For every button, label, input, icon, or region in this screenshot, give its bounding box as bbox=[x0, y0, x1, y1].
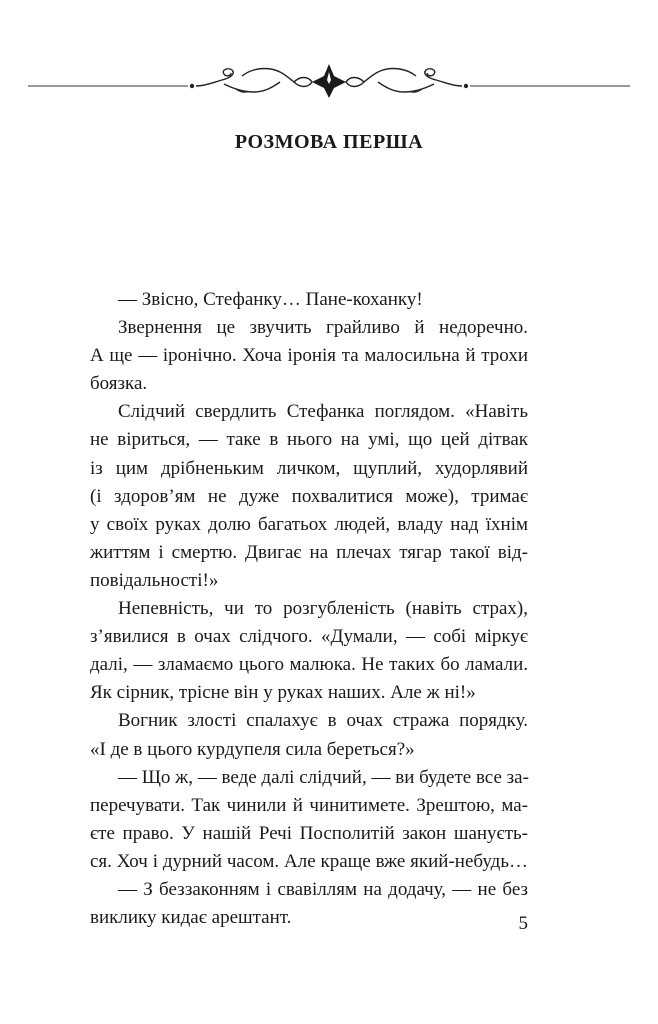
text-line: не віриться, — таке в нього на умі, що цей дітвак bbox=[90, 429, 528, 451]
text-line: Слідчий свердлить Стефанка поглядом. «Навіть bbox=[118, 401, 528, 423]
text-line: із цим дрібненьким личком, щуплий, худорлявий bbox=[90, 457, 528, 479]
text-line: життям і смертю. Двигає на плечах тягар такої від- bbox=[90, 541, 528, 563]
text-line: Непевність, чи то розгубленість (навіть страх), bbox=[118, 598, 528, 620]
text-line: Як сірник, трісне він у руках наших. Але ж ні!» bbox=[90, 682, 476, 704]
text-line: — Звісно, Стефанку… Пане-коханку! bbox=[118, 289, 423, 310]
text-line: у своїх руках долю багатьох людей, владу над їхнім bbox=[90, 513, 528, 535]
text-line: ся. Хоч і дурний часом. Але краще вже який-небудь… bbox=[90, 850, 528, 872]
text-line: боязка. bbox=[90, 373, 148, 395]
text-line: Звернення це звучить грайливо й недоречно. bbox=[118, 317, 528, 339]
text-line: Вогник злості спалахує в очах стража порядку. bbox=[118, 710, 528, 732]
text-line: А ще — іронічно. Хоча іронія та малосильна й трохи bbox=[90, 345, 528, 367]
body-text bbox=[90, 286, 528, 932]
text-line: виклику кидає арештант. bbox=[90, 907, 292, 929]
text-line: «І де в цього курдупеля сила береться?» bbox=[90, 738, 415, 760]
text-line: — З беззаконням і свавіллям на додачу, — не без bbox=[118, 878, 528, 900]
text-line: (і здоров’ям не дуже похвалитися може), тримає bbox=[90, 485, 528, 507]
text-line: з’явилися в очах слідчого. «Думали, — собі міркує bbox=[90, 626, 528, 648]
chapter-title: РОЗМОВА ПЕРША bbox=[234, 131, 424, 153]
page-number: 5 bbox=[518, 913, 528, 934]
text-line: повідальності!» bbox=[90, 569, 219, 591]
flourish-divider-icon bbox=[28, 62, 630, 98]
text-line: далі, — зламаємо цього малюка. Не таких бо ламали. bbox=[90, 654, 528, 676]
text-line: — Що ж, — веде далі слідчий, — ви будете все за- bbox=[118, 766, 529, 788]
text-line: перечувати. Так чинили й чинитимете. Зрештою, ма- bbox=[90, 794, 528, 816]
text-line: єте право. У нашій Речі Посполитій закон шануєть- bbox=[90, 822, 528, 844]
